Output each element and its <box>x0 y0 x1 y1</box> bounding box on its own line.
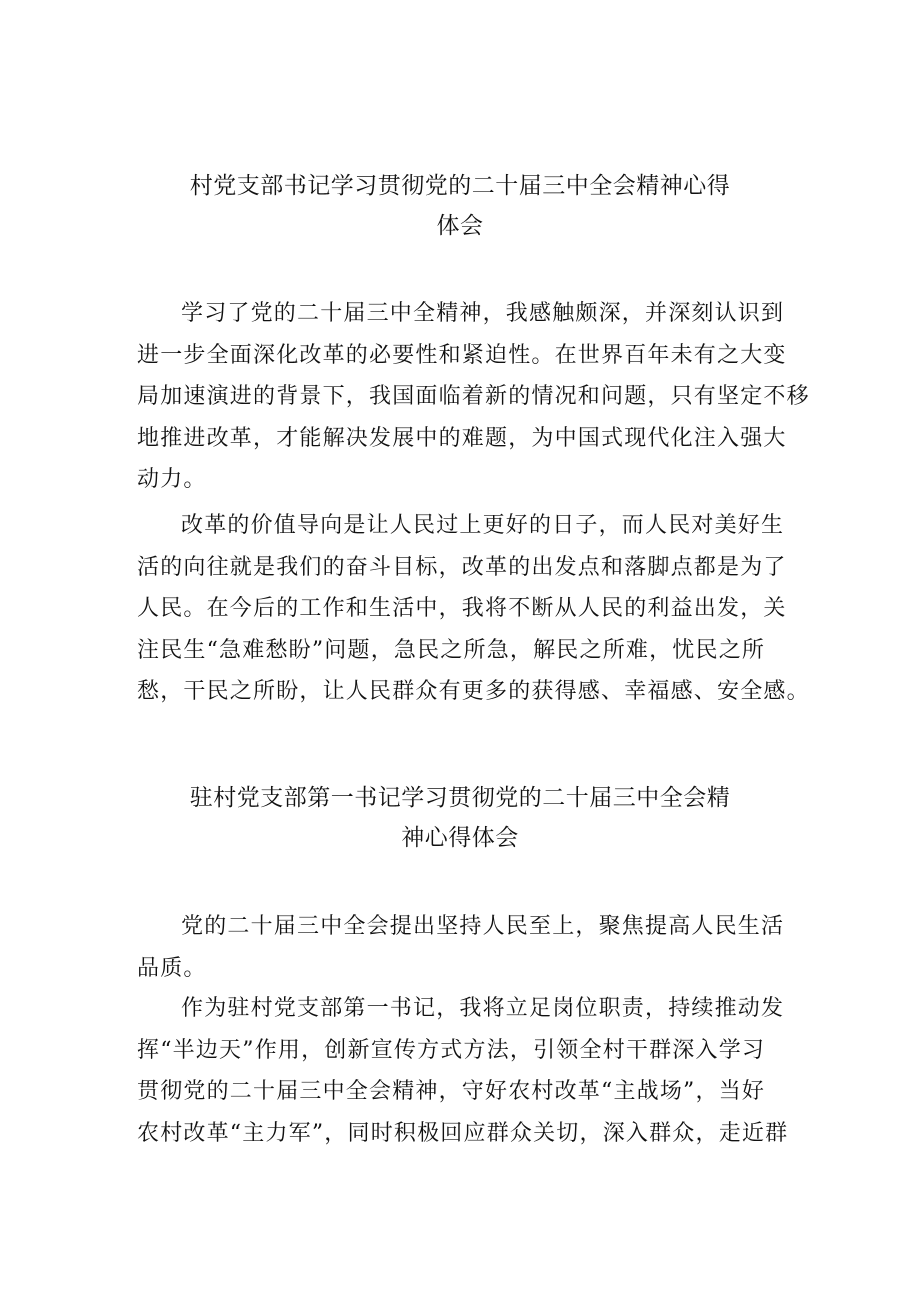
paragraph-line: 人民。在今后的工作和生活中，我将不断从人民的利益出发，关 <box>137 596 787 621</box>
paragraph-line: 局加速演进的背景下，我国面临着新的情况和问题，只有坚定不移 <box>137 384 810 409</box>
paragraph-line: 贯彻党的二十届三中全会精神，守好农村改革“主战场”，当好 <box>137 1079 766 1104</box>
paragraph-line: 学习了党的二十届三中全精神，我感触颇深，并深刻认识到 <box>181 301 785 326</box>
section-1-paragraph-1 <box>137 293 810 501</box>
paragraph-line: 进一步全面深化改革的必要性和紧迫性。在世界百年未有之大变 <box>137 342 787 368</box>
title-line: 村党支部书记学习贯彻党的二十届三中全会精神心得 <box>189 173 731 199</box>
paragraph-line: 注民生“急难愁盼”问题，急民之所急，解民之所难，忧民之所 <box>137 637 766 663</box>
paragraph-line: 品质。 <box>137 955 207 981</box>
paragraph-line: 农村改革“主力军”，同时积极回应群众关切，深入群众，走近群 <box>137 1120 789 1146</box>
paragraph-line: 改革的价值导向是让人民过上更好的日子，而人民对美好生 <box>181 513 785 538</box>
section-2-paragraph-2 <box>137 988 797 1154</box>
paragraph-line: 党的二十届三中全会提出坚持人民至上，聚焦提高人民生活 <box>181 914 785 939</box>
title-line: 体会 <box>436 213 484 239</box>
section-1-title <box>110 166 810 246</box>
title-line: 驻村党支部第一书记学习贯彻党的二十届三中全会精 <box>189 785 731 811</box>
paragraph-line: 挥“半边天”作用，创新宣传方式方法，引领全村干群深入学习 <box>137 1037 766 1063</box>
section-2-paragraph-1 <box>137 906 797 989</box>
section-2-title <box>110 778 810 858</box>
paragraph-line: 作为驻村党支部第一书记，我将立足岗位职责，持续推动发 <box>181 996 785 1021</box>
paragraph-line: 地推进改革，才能解决发展中的难题，为中国式现代化注入强大 <box>137 425 787 451</box>
section-1-paragraph-2 <box>137 505 810 713</box>
title-line: 神心得体会 <box>401 825 519 851</box>
paragraph-line: 动力。 <box>137 467 207 492</box>
paragraph-line: 活的向往就是我们的奋斗目标，改革的出发点和落脚点都是为了 <box>137 554 787 580</box>
paragraph-line: 愁，干民之所盼，让人民群众有更多的获得感、幸福感、安全感。 <box>137 679 810 704</box>
